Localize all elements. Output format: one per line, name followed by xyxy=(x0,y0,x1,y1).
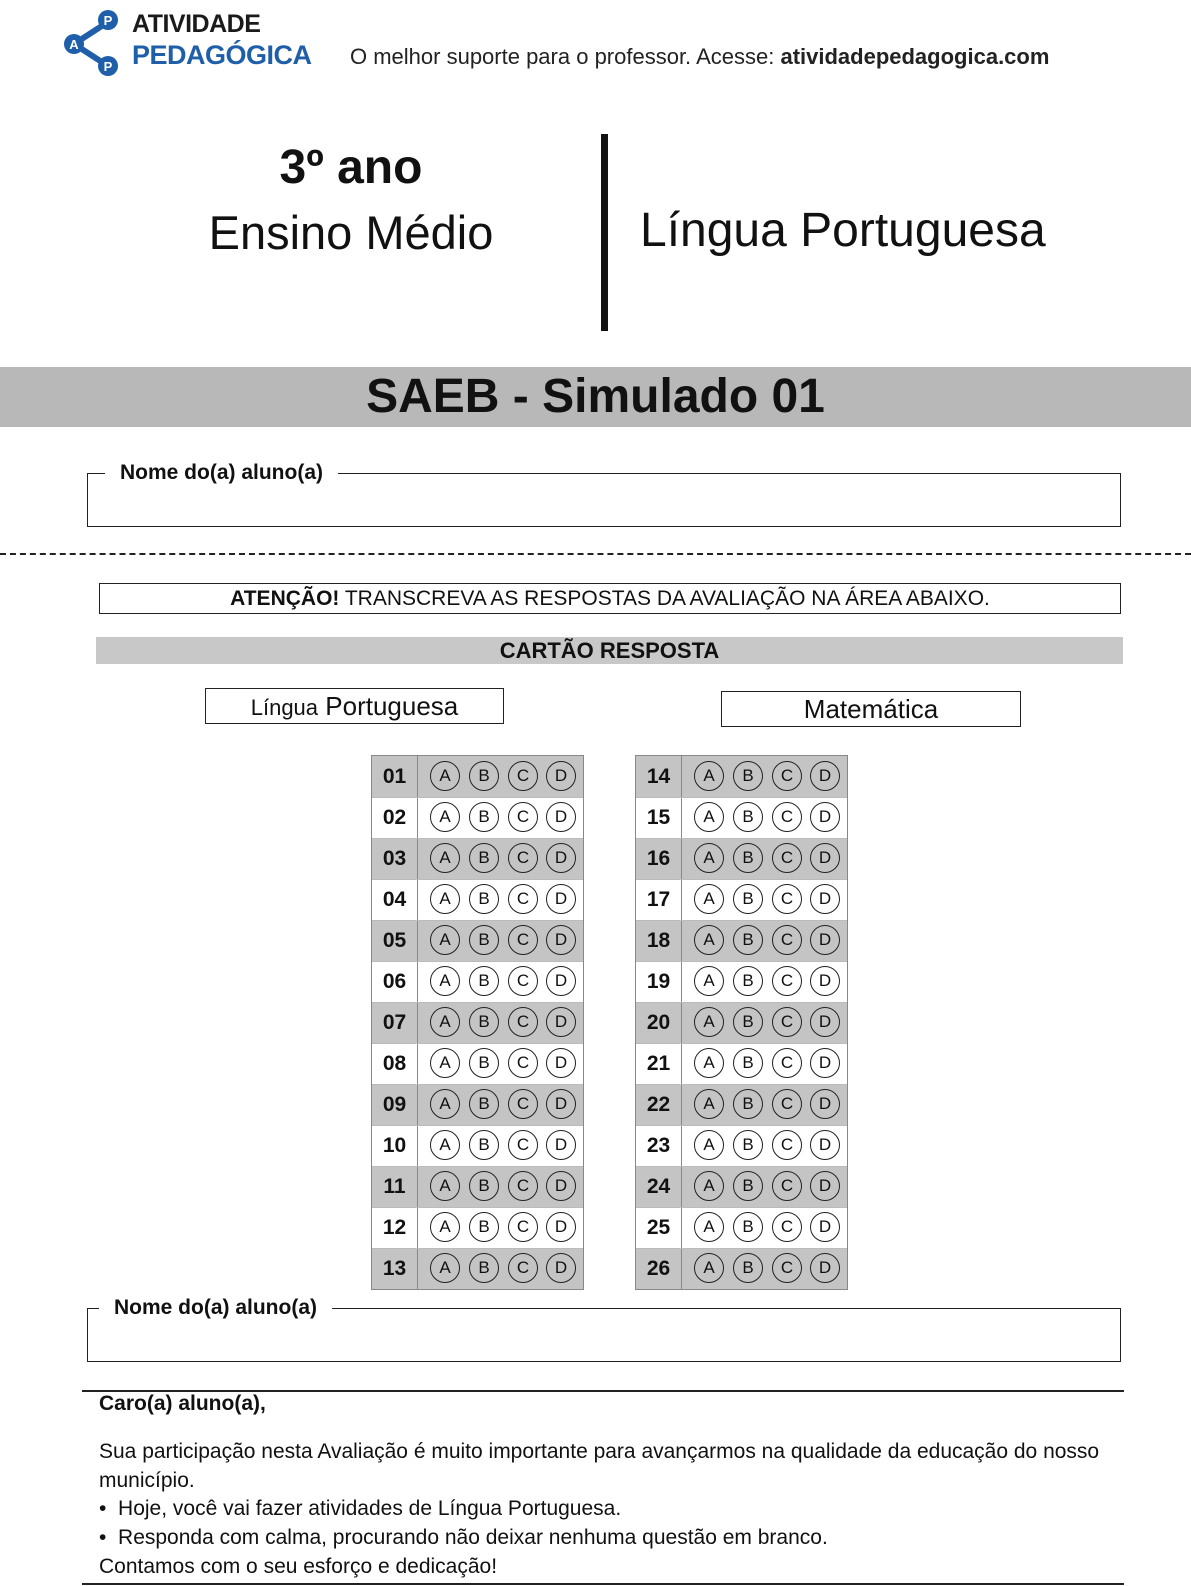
row-separator xyxy=(372,879,583,880)
instruction-bullet-1-text: Hoje, você vai fazer atividades de Língua Portuguesa. xyxy=(118,1497,622,1520)
answer-bubble-c[interactable]: C xyxy=(772,1171,802,1201)
question-number: 06 xyxy=(372,961,418,1002)
answer-bubble-c[interactable]: C xyxy=(772,1253,802,1283)
portuguese-answer-row xyxy=(372,1043,583,1084)
answer-bubble-b[interactable]: B xyxy=(469,884,499,914)
answer-bubble-d[interactable]: D xyxy=(546,761,576,791)
answer-bubble-a[interactable]: A xyxy=(694,1171,724,1201)
tagline-website-link[interactable]: atividadepedagogica.com xyxy=(780,44,1050,69)
answer-bubble-c[interactable]: C xyxy=(772,884,802,914)
answer-bubble-b[interactable]: B xyxy=(733,884,763,914)
portuguese-answer-row xyxy=(372,756,583,797)
instructions-paragraph: Sua participação nesta Avaliação é muito importante para avançarmos na qualidade da educação do nosso município. xyxy=(99,1440,1100,1492)
answer-bubble-a[interactable]: A xyxy=(694,843,724,873)
row-separator xyxy=(636,838,847,839)
tagline-text: O melhor suporte para o professor. Acesse: xyxy=(350,44,781,69)
answer-bubble-a[interactable]: A xyxy=(694,1089,724,1119)
brand-name-line1: ATIVIDADE xyxy=(132,10,261,38)
row-separator xyxy=(372,1166,583,1167)
question-number: 21 xyxy=(636,1043,682,1084)
answer-bubble-b[interactable]: B xyxy=(733,761,763,791)
answer-bubble-d[interactable]: D xyxy=(546,1253,576,1283)
row-separator xyxy=(372,1002,583,1003)
row-separator xyxy=(636,1043,847,1044)
answer-bubble-c[interactable]: C xyxy=(772,1089,802,1119)
greeting: Caro(a) aluno(a), xyxy=(99,1392,266,1415)
question-number: 15 xyxy=(636,797,682,838)
question-number: 22 xyxy=(636,1084,682,1125)
question-number: 09 xyxy=(372,1084,418,1125)
tagline xyxy=(350,44,1049,70)
portuguese-answer-row xyxy=(372,1002,583,1043)
portuguese-answer-row xyxy=(372,1248,583,1289)
question-number: 10 xyxy=(372,1125,418,1166)
row-separator xyxy=(372,1084,583,1085)
question-number: 20 xyxy=(636,1002,682,1043)
portuguese-answer-row xyxy=(372,920,583,961)
answer-bubble-d[interactable]: D xyxy=(546,1007,576,1037)
portuguese-answer-row xyxy=(372,879,583,920)
answer-bubble-d[interactable]: D xyxy=(810,1171,840,1201)
question-number: 18 xyxy=(636,920,682,961)
cut-line xyxy=(0,553,1191,555)
portuguese-answer-row xyxy=(372,1084,583,1125)
answer-grid-portuguese xyxy=(371,755,584,1290)
subject-label: Língua Portuguesa xyxy=(640,204,1046,257)
answer-bubble-a[interactable]: A xyxy=(694,1007,724,1037)
row-separator xyxy=(372,920,583,921)
subject-box-portuguese-word2: Portuguesa xyxy=(325,691,459,721)
answer-bubble-a[interactable]: A xyxy=(430,1048,460,1078)
row-separator xyxy=(372,1043,583,1044)
math-answer-row xyxy=(636,1248,847,1289)
answer-card-title: CARTÃO RESPOSTA xyxy=(96,637,1123,664)
answer-bubble-d[interactable]: D xyxy=(810,1089,840,1119)
answer-bubble-d[interactable]: D xyxy=(546,802,576,832)
answer-bubble-d[interactable]: D xyxy=(810,1130,840,1160)
question-number: 25 xyxy=(636,1207,682,1248)
question-number: 12 xyxy=(372,1207,418,1248)
question-number: 01 xyxy=(372,756,418,797)
question-number: 04 xyxy=(372,879,418,920)
answer-bubble-b[interactable]: B xyxy=(733,966,763,996)
row-separator xyxy=(636,1084,847,1085)
brand-name-line2: PEDAGÓGICA xyxy=(132,40,312,70)
answer-bubble-d[interactable]: D xyxy=(810,1212,840,1242)
portuguese-answer-row xyxy=(372,1166,583,1207)
answer-bubble-d[interactable]: D xyxy=(546,1089,576,1119)
subject-box-math: Matemática xyxy=(721,691,1021,727)
answer-bubble-c[interactable]: C xyxy=(508,802,538,832)
math-answer-row xyxy=(636,1207,847,1248)
math-answer-row xyxy=(636,756,847,797)
answer-bubble-c[interactable]: C xyxy=(508,1089,538,1119)
answer-bubble-a[interactable]: A xyxy=(430,1089,460,1119)
answer-bubble-a[interactable]: A xyxy=(694,1212,724,1242)
answer-bubble-c[interactable]: C xyxy=(772,761,802,791)
answer-bubble-a[interactable]: A xyxy=(430,1130,460,1160)
answer-bubble-c[interactable]: C xyxy=(772,1212,802,1242)
answer-bubble-c[interactable]: C xyxy=(772,802,802,832)
answer-bubble-c[interactable]: C xyxy=(772,925,802,955)
answer-bubble-b[interactable]: B xyxy=(469,925,499,955)
answer-bubble-a[interactable]: A xyxy=(430,884,460,914)
logo-letter-left: A xyxy=(69,37,79,52)
answer-bubble-b[interactable]: B xyxy=(469,1212,499,1242)
answer-bubble-c[interactable]: C xyxy=(508,843,538,873)
answer-bubble-c[interactable]: C xyxy=(772,966,802,996)
instruction-bullet-1: • Hoje, você vai fazer atividades de Língua Portuguesa. xyxy=(99,1497,622,1520)
answer-bubble-c[interactable]: C xyxy=(508,925,538,955)
question-number: 17 xyxy=(636,879,682,920)
row-separator xyxy=(372,1125,583,1126)
answer-bubble-c[interactable]: C xyxy=(508,1007,538,1037)
answer-bubble-d[interactable]: D xyxy=(546,1171,576,1201)
question-number: 02 xyxy=(372,797,418,838)
question-number: 16 xyxy=(636,838,682,879)
answer-bubble-a[interactable]: A xyxy=(694,802,724,832)
answer-bubble-b[interactable]: B xyxy=(733,1253,763,1283)
portuguese-answer-row xyxy=(372,1207,583,1248)
math-answer-row xyxy=(636,797,847,838)
answer-bubble-b[interactable]: B xyxy=(469,1130,499,1160)
answer-bubble-d[interactable]: D xyxy=(546,1048,576,1078)
answer-bubble-d[interactable]: D xyxy=(546,966,576,996)
answer-bubble-d[interactable]: D xyxy=(546,925,576,955)
grade-label: 3º ano xyxy=(279,141,423,194)
attention-text: TRANSCREVA AS RESPOSTAS DA AVALIAÇÃO NA ÁREA ABAIXO. xyxy=(339,587,990,610)
math-answer-row xyxy=(636,1043,847,1084)
math-answer-row xyxy=(636,961,847,1002)
answer-bubble-a[interactable]: A xyxy=(694,884,724,914)
answer-bubble-c[interactable]: C xyxy=(508,966,538,996)
brand-logo xyxy=(62,4,312,76)
answer-bubble-c[interactable]: C xyxy=(772,1048,802,1078)
subject-box-portuguese-word1: Língua xyxy=(250,695,319,720)
logo-letter-top: P xyxy=(103,13,113,28)
portuguese-answer-row xyxy=(372,961,583,1002)
answer-bubble-c[interactable]: C xyxy=(508,1212,538,1242)
math-answer-row xyxy=(636,838,847,879)
question-number: 05 xyxy=(372,920,418,961)
answer-bubble-c[interactable]: C xyxy=(508,761,538,791)
answer-bubble-b[interactable]: B xyxy=(733,1048,763,1078)
row-separator xyxy=(636,879,847,880)
answer-bubble-c[interactable]: C xyxy=(772,1130,802,1160)
question-number: 24 xyxy=(636,1166,682,1207)
answer-bubble-d[interactable]: D xyxy=(810,925,840,955)
answer-bubble-a[interactable]: A xyxy=(430,1007,460,1037)
row-separator xyxy=(372,1248,583,1249)
answer-bubble-d[interactable]: D xyxy=(810,1253,840,1283)
math-answer-row xyxy=(636,1084,847,1125)
answer-bubble-b[interactable]: B xyxy=(469,1171,499,1201)
row-separator xyxy=(636,1125,847,1126)
answer-bubble-b[interactable]: B xyxy=(469,761,499,791)
answer-bubble-c[interactable]: C xyxy=(508,1130,538,1160)
answer-bubble-d[interactable]: D xyxy=(810,966,840,996)
instructions-bottom-rule xyxy=(82,1583,1124,1585)
answer-bubble-b[interactable]: B xyxy=(733,925,763,955)
answer-bubble-a[interactable]: A xyxy=(430,1253,460,1283)
answer-bubble-a[interactable]: A xyxy=(430,802,460,832)
answer-bubble-b[interactable]: B xyxy=(469,966,499,996)
attention-notice xyxy=(99,583,1121,614)
answer-bubble-a[interactable]: A xyxy=(694,761,724,791)
student-name-label-top: Nome do(a) aluno(a) xyxy=(105,461,338,485)
answer-bubble-a[interactable]: A xyxy=(430,1171,460,1201)
row-separator xyxy=(372,838,583,839)
answer-bubble-b[interactable]: B xyxy=(733,1007,763,1037)
answer-bubble-b[interactable]: B xyxy=(469,1253,499,1283)
question-number: 26 xyxy=(636,1248,682,1289)
question-number: 08 xyxy=(372,1043,418,1084)
answer-bubble-c[interactable]: C xyxy=(772,1007,802,1037)
portuguese-answer-row xyxy=(372,838,583,879)
answer-bubble-b[interactable]: B xyxy=(469,1089,499,1119)
answer-bubble-a[interactable]: A xyxy=(694,925,724,955)
answer-bubble-a[interactable]: A xyxy=(430,925,460,955)
answer-bubble-b[interactable]: B xyxy=(469,802,499,832)
question-number: 07 xyxy=(372,1002,418,1043)
subject-box-portuguese xyxy=(205,688,504,724)
math-answer-row xyxy=(636,1125,847,1166)
answer-bubble-b[interactable]: B xyxy=(733,1089,763,1119)
answer-bubble-b[interactable]: B xyxy=(469,1048,499,1078)
answer-bubble-a[interactable]: A xyxy=(694,966,724,996)
answer-bubble-d[interactable]: D xyxy=(810,843,840,873)
answer-bubble-d[interactable]: D xyxy=(546,1130,576,1160)
answer-bubble-d[interactable]: D xyxy=(546,843,576,873)
instruction-bullet-2-text: Responda com calma, procurando não deixar nenhuma questão em branco. xyxy=(118,1526,828,1549)
answer-bubble-c[interactable]: C xyxy=(508,1253,538,1283)
answer-bubble-b[interactable]: B xyxy=(733,802,763,832)
portuguese-answer-row xyxy=(372,797,583,838)
math-answer-row xyxy=(636,1002,847,1043)
answer-bubble-b[interactable]: B xyxy=(469,1007,499,1037)
row-separator xyxy=(636,1002,847,1003)
answer-bubble-b[interactable]: B xyxy=(733,843,763,873)
answer-bubble-d[interactable]: D xyxy=(546,1212,576,1242)
question-number: 23 xyxy=(636,1125,682,1166)
answer-bubble-d[interactable]: D xyxy=(810,802,840,832)
row-separator xyxy=(372,961,583,962)
answer-bubble-a[interactable]: A xyxy=(430,761,460,791)
portuguese-answer-row xyxy=(372,1125,583,1166)
question-number: 14 xyxy=(636,756,682,797)
cover-divider xyxy=(601,134,608,331)
row-separator xyxy=(636,961,847,962)
answer-bubble-c[interactable]: C xyxy=(772,843,802,873)
answer-bubble-a[interactable]: A xyxy=(694,1253,724,1283)
row-separator xyxy=(636,797,847,798)
answer-bubble-a[interactable]: A xyxy=(694,1048,724,1078)
row-separator xyxy=(636,1248,847,1249)
answer-bubble-b[interactable]: B xyxy=(469,843,499,873)
answer-bubble-d[interactable]: D xyxy=(810,1007,840,1037)
row-separator xyxy=(636,1166,847,1167)
student-name-label-bottom: Nome do(a) aluno(a) xyxy=(99,1296,332,1320)
answer-bubble-a[interactable]: A xyxy=(430,843,460,873)
logo-letter-bottom: P xyxy=(103,59,113,74)
row-separator xyxy=(372,1207,583,1208)
answer-bubble-b[interactable]: B xyxy=(733,1171,763,1201)
row-separator xyxy=(636,920,847,921)
question-number: 19 xyxy=(636,961,682,1002)
math-answer-row xyxy=(636,920,847,961)
answer-bubble-a[interactable]: A xyxy=(430,966,460,996)
answer-bubble-d[interactable]: D xyxy=(810,884,840,914)
instruction-bullet-2: • Responda com calma, procurando não deixar nenhuma questão em branco. xyxy=(99,1526,828,1549)
answer-bubble-d[interactable]: D xyxy=(546,884,576,914)
answer-bubble-d[interactable]: D xyxy=(810,761,840,791)
share-nodes-icon xyxy=(62,8,126,76)
answer-bubble-a[interactable]: A xyxy=(430,1212,460,1242)
row-separator xyxy=(372,797,583,798)
math-answer-row xyxy=(636,879,847,920)
answer-bubble-b[interactable]: B xyxy=(733,1212,763,1242)
instructions-closing: Contamos com o seu esforço e dedicação! xyxy=(99,1555,498,1578)
answer-bubble-a[interactable]: A xyxy=(694,1130,724,1160)
exam-title: SAEB - Simulado 01 xyxy=(366,370,825,423)
question-number: 03 xyxy=(372,838,418,879)
question-number: 11 xyxy=(372,1166,418,1207)
answer-bubble-d[interactable]: D xyxy=(810,1048,840,1078)
answer-grid-math xyxy=(635,755,848,1290)
row-separator xyxy=(636,1207,847,1208)
attention-bold: ATENÇÃO! xyxy=(230,587,340,610)
level-label: Ensino Médio xyxy=(208,206,494,259)
answer-bubble-b[interactable]: B xyxy=(733,1130,763,1160)
answer-bubble-c[interactable]: C xyxy=(508,884,538,914)
math-answer-row xyxy=(636,1166,847,1207)
answer-bubble-c[interactable]: C xyxy=(508,1171,538,1201)
answer-bubble-c[interactable]: C xyxy=(508,1048,538,1078)
question-number: 13 xyxy=(372,1248,418,1289)
